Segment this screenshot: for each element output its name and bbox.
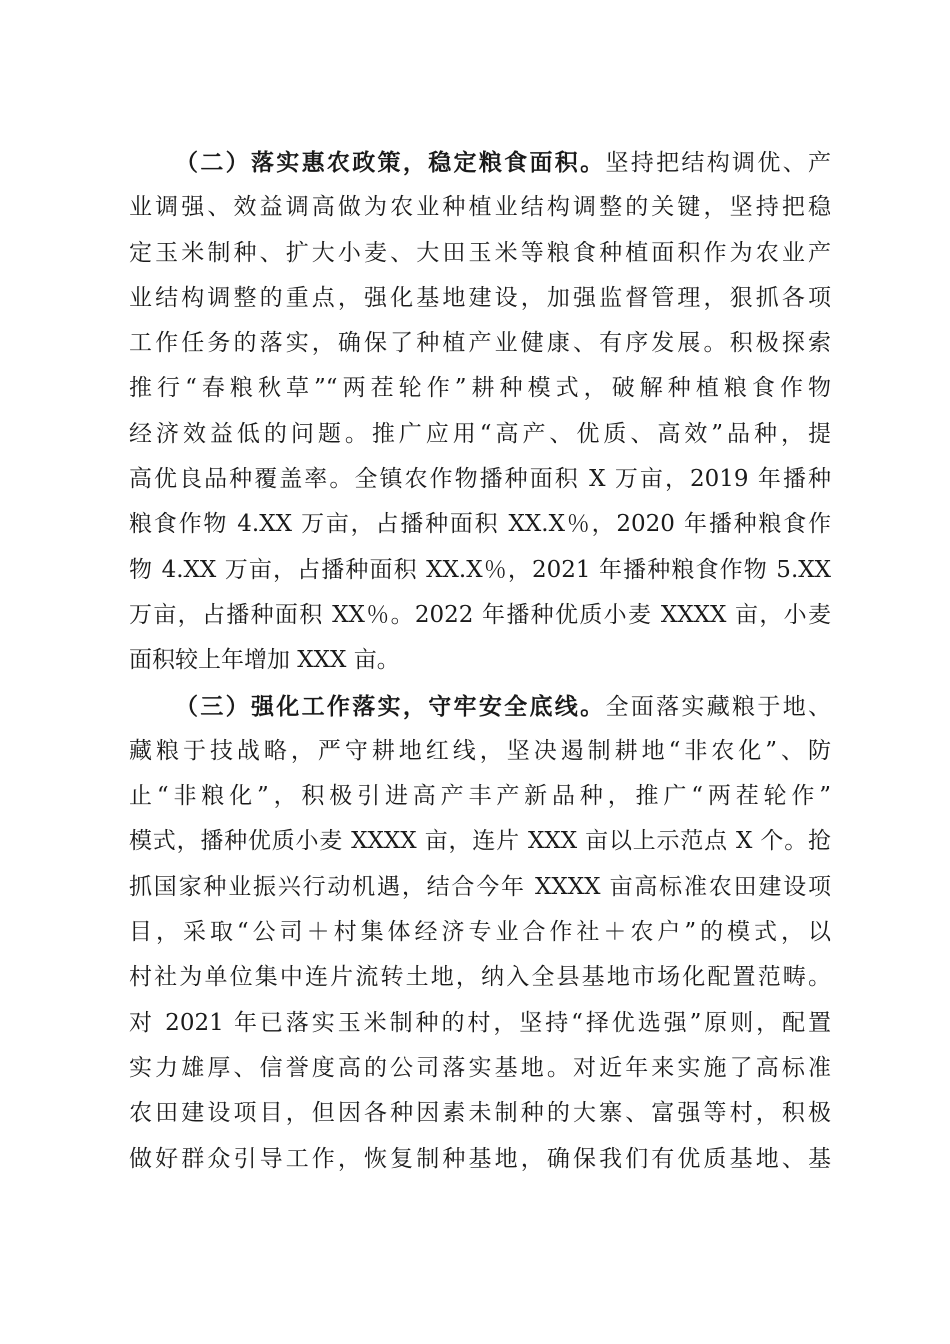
- paragraph-2-line: 物 4.XX 万亩，占播种面积 XX.X％，2021 年播种粮食作物 5.XX: [129, 556, 831, 583]
- paragraph-3-line: 实力雄厚、信誉度高的公司落实基地。对近年来实施了高标准: [129, 1054, 831, 1081]
- paragraph-3-line: 抓国家种业振兴行动机遇，结合今年 XXXX 亩高标准农田建设项: [129, 873, 831, 900]
- paragraph-2-line: 推行“春粮秋草”“两茬轮作”耕种模式，破解种植粮食作物: [129, 375, 831, 402]
- paragraph-2-line-1: [129, 140, 831, 185]
- paragraph-3-line: 藏粮于技战略，严守耕地红线，坚决遏制耕地“非农化”、防: [129, 737, 831, 764]
- paragraph-2-line: 业结构调整的重点，强化基地建设，加强监督管理，狠抓各项: [129, 284, 831, 311]
- paragraph-2-line: 粮食作物 4.XX 万亩，占播种面积 XX.X％，2020 年播种粮食作: [129, 511, 831, 538]
- paragraph-3-line: 村社为单位集中连片流转土地，纳入全县基地市场化配置范畴。: [129, 964, 831, 991]
- paragraph-2-line: 高优良品种覆盖率。全镇农作物播种面积 X 万亩，2019 年播种: [129, 466, 831, 493]
- section-3-heading: （三）强化工作落实，守牢安全底线。: [175, 692, 606, 720]
- paragraph-3-line-1: [129, 684, 831, 729]
- section-2-heading: （二）落实惠农政策，稳定粮食面积。: [175, 149, 606, 176]
- paragraph-2-line: 万亩，占播种面积 XX％。2022 年播种优质小麦 XXXX 亩，小麦: [129, 601, 831, 628]
- paragraph-3-line: 农田建设项目，但因各种因素未制种的大寨、富强等村，积极: [129, 1100, 831, 1127]
- section-2-text: 坚持把结构调优、产: [605, 150, 832, 176]
- paragraph-2-line: 面积较上年增加 XXX 亩。: [129, 647, 400, 674]
- paragraph-3-line: 做好群众引导工作，恢复制种基地，确保我们有优质基地、基: [129, 1145, 831, 1172]
- paragraph-3-line: 模式，播种优质小麦 XXXX 亩，连片 XXX 亩以上示范点 X 个。抢: [129, 828, 831, 855]
- paragraph-2-line: 工作任务的落实，确保了种植产业健康、有序发展。积极探索: [129, 330, 831, 357]
- document-body: [129, 140, 831, 1182]
- paragraph-2-line: 业调强、效益调高做为农业种植业结构调整的关键，坚持把稳: [129, 194, 831, 221]
- paragraph-2-line: 经济效益低的问题。推广应用“高产、优质、高效”品种，提: [129, 420, 831, 447]
- paragraph-3-line: 止“非粮化”，积极引进高产丰产新品种，推广“两茬轮作”: [129, 783, 831, 810]
- paragraph-2-line: 定玉米制种、扩大小麦、大田玉米等粮食种植面积作为农业产: [129, 239, 831, 266]
- section-3-text: 全面落实藏粮于地、: [605, 693, 832, 720]
- paragraph-3-line: 对 2021 年已落实玉米制种的村，坚持“择优选强”原则，配置: [129, 1009, 831, 1036]
- paragraph-3-line: 目，采取“公司＋村集体经济专业合作社＋农户”的模式，以: [129, 919, 831, 946]
